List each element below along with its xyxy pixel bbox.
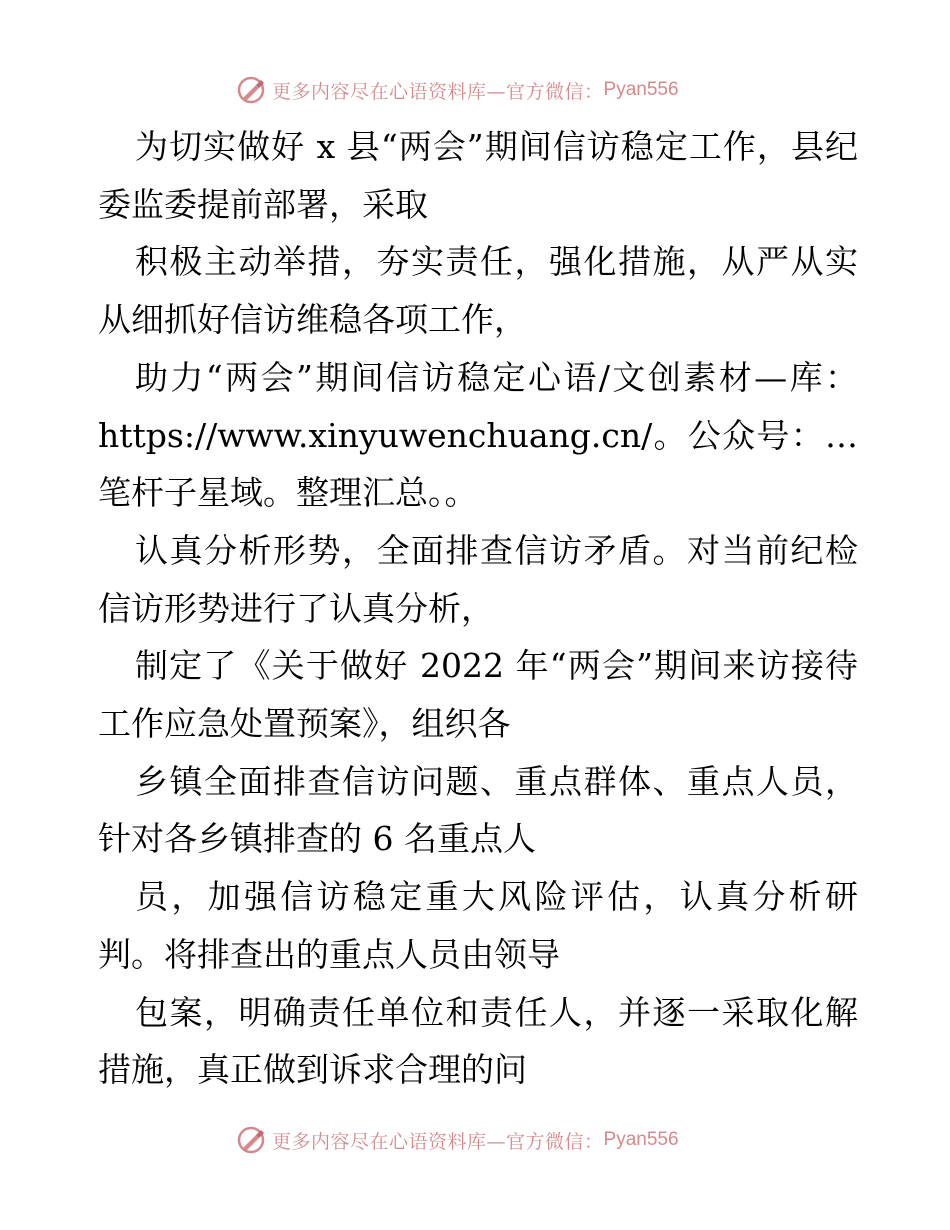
pen-logo-icon	[236, 75, 266, 105]
paragraph: 乡镇全面排查信访问题、重点群体、重点人员，针对各乡镇排查的 6 名重点人	[98, 761, 858, 859]
watermark-label: 更多内容尽在心语资料库—官方微信：	[272, 1130, 604, 1153]
paragraph: 包案，明确责任单位和责任人，并逐一采取化解措施，真正做到诉求合理的问	[98, 992, 858, 1090]
paragraph: 为切实做好 x 县“两会”期间信访稳定工作，县纪委监委提前部署，采取	[98, 127, 858, 224]
watermark-wechat-id: Pyan556	[603, 1129, 679, 1150]
document-body	[98, 118, 858, 1099]
paragraph: 制定了《关于做好 2022 年“两会”期间来访接待工作应急处置预案》，组织各	[98, 646, 858, 744]
watermark-wechat-id: Pyan556	[603, 79, 679, 100]
paragraph: 员，加强信访稳定重大风险评估，认真分析研判。将排查出的重点人员由领导	[98, 877, 858, 974]
watermark-label: 更多内容尽在心语资料库—官方微信：	[272, 80, 604, 103]
footer-watermark	[236, 1122, 716, 1158]
header-watermark	[236, 72, 716, 108]
pen-logo-icon	[236, 1125, 266, 1155]
paragraph: 助力“两会”期间信访稳定心语/文创素材—库：https://www.xinyuwenchuang.cn/。公众号：…笔杆子星域。整理汇总。。	[98, 357, 858, 513]
paragraph: 积极主动举措，夯实责任，强化措施，从严从实从细抓好信访维稳各项工作，	[98, 242, 858, 340]
paragraph: 认真分析形势，全面排查信访矛盾。对当前纪检信访形势进行了认真分析，	[98, 530, 858, 628]
